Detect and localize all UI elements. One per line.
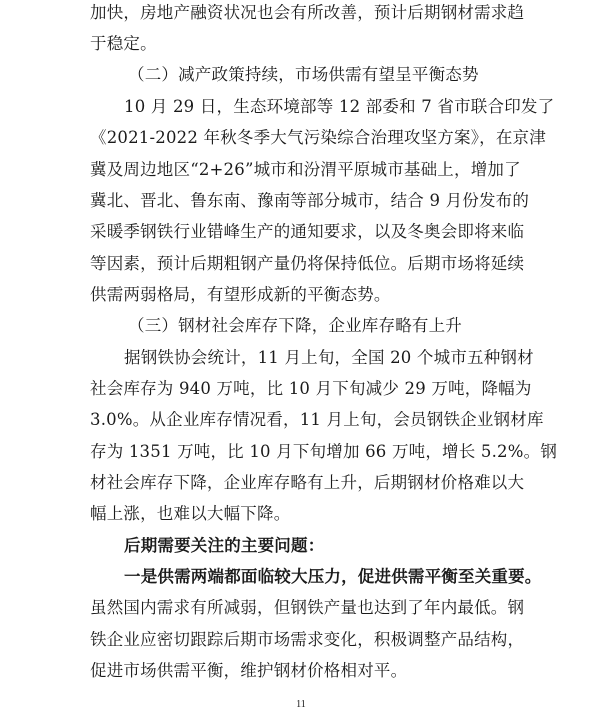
paragraph-line: 于稳定。 (90, 34, 157, 53)
page-number: 11 (296, 699, 306, 710)
paragraph-line: 供需两弱格局，有望形成新的平衡态势。 (90, 285, 391, 304)
section-heading: （二）减产政策持续，市场供需有望呈平衡态势 (128, 65, 479, 84)
paragraph-line: 社会库存为 940 万吨，比 10 月下旬减少 29 万吨，降幅为 (90, 379, 532, 398)
paragraph-line: 铁企业应密切跟踪后期市场需求变化，积极调整产品结构， (90, 630, 525, 649)
paragraph-line: 幅上涨，也难以大幅下降。 (90, 504, 291, 523)
focus-item: 一是供需两端都面临较大压力，促进供需平衡至关重要。 (124, 567, 542, 586)
paragraph-line: 采暖季钢铁行业错峰生产的通知要求，以及冬奥会即将来临 (90, 222, 525, 241)
paragraph-line: 促进市场供需平衡，维护钢材价格相对平。 (90, 661, 408, 680)
focus-heading: 后期需要关注的主要问题： (124, 536, 325, 555)
paragraph-line: 《2021-2022 年秋冬季大气污染综合治理攻坚方案》，在京津 (90, 128, 546, 147)
paragraph-line: 等因素，预计后期粗钢产量仍将保持低位。后期市场将延续 (90, 254, 525, 273)
section-heading: （三）钢材社会库存下降，企业库存略有上升 (128, 316, 462, 335)
paragraph-line: 冀及周边地区“2+26”城市和汾渭平原城市基础上，增加了 (90, 160, 521, 179)
paragraph-line: 加快，房地产融资状况也会有所改善，预计后期钢材需求趋 (90, 3, 525, 22)
paragraph-line: 10 月 29 日，生态环境部等 12 部委和 7 省市联合印发了 (124, 97, 555, 116)
paragraph-line: 据钢铁协会统计，11 月上旬，全国 20 个城市五种钢材 (124, 348, 534, 367)
paragraph-line: 虽然国内需求有所减弱，但钢铁产量也达到了年内最低。钢 (90, 598, 525, 617)
paragraph-line: 材社会库存下降，企业库存略有上升，后期钢材价格难以大 (90, 473, 525, 492)
paragraph-line: 3.0%。从企业库存情况看，11 月上旬，会员钢铁企业钢材库 (90, 410, 544, 429)
paragraph-line: 存为 1351 万吨，比 10 月下旬增加 66 万吨，增长 5.2%。钢 (90, 442, 558, 461)
paragraph-line: 冀北、晋北、鲁东南、豫南等部分城市，结合 9 月份发布的 (90, 191, 530, 210)
